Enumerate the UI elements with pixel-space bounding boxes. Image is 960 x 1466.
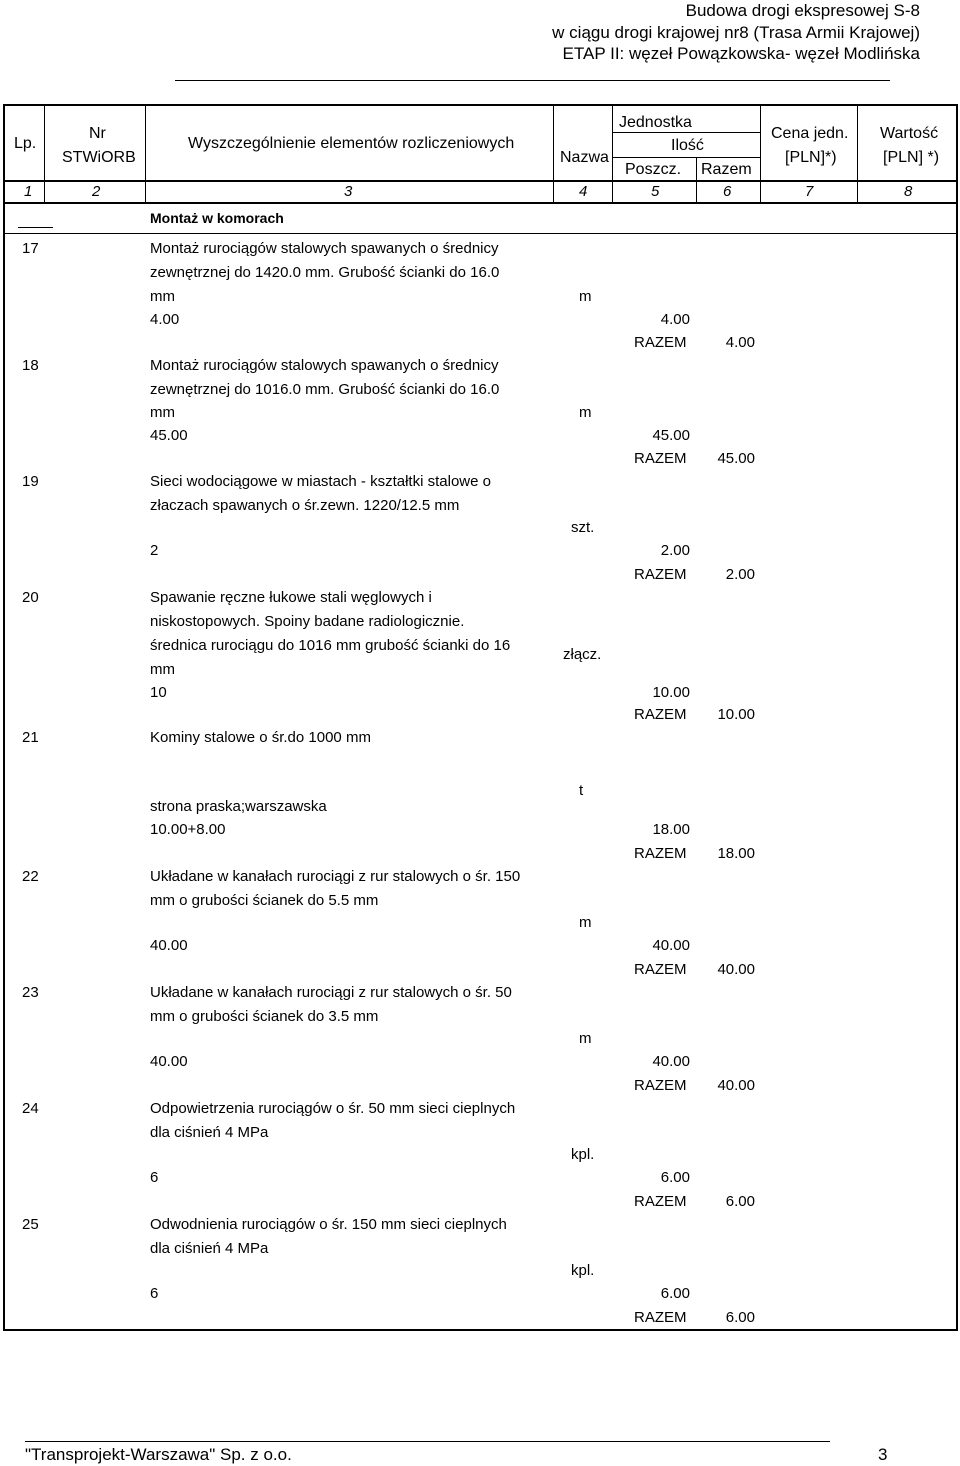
row-qty-poszcz: 6.00 — [660, 1169, 690, 1186]
header-bottom-line — [3, 180, 956, 182]
row-qty-poszcz: 6.00 — [660, 1285, 690, 1302]
row-qty-poszcz: 40.00 — [652, 1053, 690, 1070]
row-qty-razem: 45.00 — [717, 450, 755, 467]
row-qty-razem: 4.00 — [725, 334, 755, 351]
col-unit-group: Jednostka — [619, 114, 692, 131]
row-desc-line: Montaż rurociągów stalowych spawanych o średnicy — [150, 240, 499, 257]
colnum-bottom-line — [3, 202, 956, 204]
row-razem-label: RAZEM — [634, 1309, 687, 1326]
col-number: 8 — [904, 183, 913, 200]
row-unit: m — [579, 1030, 592, 1047]
row-razem-label: RAZEM — [634, 334, 687, 351]
section-title: Montaż w komorach — [150, 210, 284, 226]
row-desc-line: dla ciśnień 4 MPa — [150, 1240, 269, 1257]
row-unit: t — [579, 782, 584, 799]
row-lp: 22 — [22, 868, 39, 885]
col-unit-name: Nazwa — [560, 149, 609, 166]
col-value-unit: [PLN] *) — [883, 149, 940, 166]
col-nr: Nr — [89, 125, 106, 142]
row-desc-line: Spawanie ręczne łukowe stali węglowych i — [150, 589, 432, 606]
row-calc: 4.00 — [150, 311, 180, 328]
row-lp: 21 — [22, 729, 39, 746]
row-desc-line: Układane w kanałach rurociągi z rur stalowych o śr. 50 — [150, 984, 512, 1001]
row-desc-line: Kominy stalowe o śr.do 1000 mm — [150, 729, 371, 746]
row-desc-line: złaczach spawanych o śr.zewn. 1220/12.5 mm — [150, 497, 460, 514]
row-calc: 10.00+8.00 — [150, 821, 226, 838]
row-razem-label: RAZEM — [634, 961, 687, 978]
footer-company: "Transprojekt-Warszawa" Sp. z o.o. — [25, 1445, 292, 1464]
row-lp: 19 — [22, 473, 39, 490]
header-divider — [175, 80, 890, 81]
cost-table — [3, 104, 958, 1331]
row-unit: m — [579, 288, 592, 305]
row-desc-line: Montaż rurociągów stalowych spawanych o średnicy — [150, 357, 499, 374]
row-calc-label: strona praska;warszawska — [150, 798, 327, 815]
qty-subdivider — [612, 157, 760, 158]
row-qty-poszcz: 18.00 — [652, 821, 690, 838]
row-desc-line: mm o grubości ścianek do 3.5 mm — [150, 1008, 379, 1025]
row-qty-poszcz: 4.00 — [660, 311, 690, 328]
section-marker — [18, 227, 53, 228]
col-number: 6 — [723, 183, 732, 200]
col-divider — [553, 104, 554, 202]
row-desc-line: mm — [150, 404, 175, 421]
row-lp: 18 — [22, 357, 39, 374]
row-desc-line: niskostopowych. Spoiny badane radiologicznie. — [150, 613, 465, 630]
row-qty-razem: 6.00 — [725, 1193, 755, 1210]
row-razem-label: RAZEM — [634, 1077, 687, 1094]
row-calc: 2 — [150, 542, 159, 559]
col-number: 7 — [805, 183, 814, 200]
page-number: 3 — [878, 1445, 888, 1464]
col-qty-razem: Razem — [701, 161, 752, 178]
row-lp: 20 — [22, 589, 39, 606]
row-unit: kpl. — [571, 1262, 595, 1279]
header-line-2: w ciągu drogi krajowej nr8 (Trasa Armii Krajowej) — [552, 22, 920, 42]
row-desc-line: zewnętrznej do 1420.0 mm. Grubość ścianki do 16.0 — [150, 264, 500, 281]
unit-subdivider — [612, 132, 760, 133]
row-calc: 45.00 — [150, 427, 188, 444]
row-unit: złącz. — [563, 646, 602, 663]
row-lp: 25 — [22, 1216, 39, 1233]
col-divider — [760, 104, 761, 202]
row-razem-label: RAZEM — [634, 566, 687, 583]
document-header — [552, 0, 920, 65]
row-lp: 24 — [22, 1100, 39, 1117]
row-unit: m — [579, 404, 592, 421]
row-qty-poszcz: 45.00 — [652, 427, 690, 444]
col-number: 2 — [92, 183, 101, 200]
row-desc-line: mm — [150, 288, 175, 305]
col-price-unit: [PLN]*) — [785, 149, 837, 166]
row-qty-poszcz: 10.00 — [652, 684, 690, 701]
row-lp: 17 — [22, 240, 39, 257]
row-qty-razem: 40.00 — [717, 961, 755, 978]
col-number: 4 — [579, 183, 588, 200]
col-number: 3 — [344, 183, 353, 200]
row-razem-label: RAZEM — [634, 706, 687, 723]
row-qty-poszcz: 2.00 — [660, 542, 690, 559]
row-qty-razem: 6.00 — [725, 1309, 755, 1326]
col-price: Cena jedn. — [771, 125, 849, 142]
row-razem-label: RAZEM — [634, 1193, 687, 1210]
row-desc-line: Odwodnienia rurociągów o śr. 150 mm sieci cieplnych — [150, 1216, 507, 1233]
col-description: Wyszczególnienie elementów rozliczeniowych — [188, 135, 515, 152]
row-unit: kpl. — [571, 1146, 595, 1163]
row-desc-line: Odpowietrzenia rurociągów o śr. 50 mm sieci cieplnych — [150, 1100, 516, 1117]
row-calc: 10 — [150, 684, 167, 701]
row-desc-line: średnica rurociągu do 1016 mm grubość ścianki do 16 — [150, 637, 511, 654]
col-divider — [145, 104, 146, 202]
col-qty-group: Ilość — [671, 137, 704, 154]
col-divider — [857, 104, 858, 202]
row-unit: szt. — [571, 519, 595, 536]
row-desc-line: dla ciśnień 4 MPa — [150, 1124, 269, 1141]
row-qty-razem: 40.00 — [717, 1077, 755, 1094]
header-line-3: ETAP II: węzeł Powązkowska- węzeł Modlińska — [562, 44, 920, 63]
row-unit: m — [579, 914, 592, 931]
row-razem-label: RAZEM — [634, 845, 687, 862]
row-calc: 40.00 — [150, 1053, 188, 1070]
row-calc: 6 — [150, 1285, 159, 1302]
col-lp: Lp. — [14, 135, 37, 152]
footer-divider — [25, 1441, 830, 1442]
section-divider — [3, 233, 956, 234]
col-number: 1 — [24, 183, 33, 200]
row-qty-razem: 10.00 — [717, 706, 755, 723]
col-value: Wartość — [880, 125, 939, 142]
row-desc-line: mm — [150, 661, 175, 678]
row-calc: 6 — [150, 1169, 159, 1186]
col-qty-poszcz: Poszcz. — [625, 161, 682, 178]
header-line-1: Budowa drogi ekspresowej S-8 — [685, 1, 920, 20]
row-desc-line: mm o grubości ścianek do 5.5 mm — [150, 892, 379, 909]
row-calc: 40.00 — [150, 937, 188, 954]
row-qty-razem: 18.00 — [717, 845, 755, 862]
row-desc-line: zewnętrznej do 1016.0 mm. Grubość ścianki do 16.0 — [150, 381, 500, 398]
col-divider — [44, 104, 45, 202]
col-number: 5 — [651, 183, 660, 200]
row-desc-line: Układane w kanałach rurociągi z rur stalowych o śr. 150 — [150, 868, 521, 885]
col-stwiorb: STWiORB — [62, 149, 136, 166]
row-lp: 23 — [22, 984, 39, 1001]
row-qty-poszcz: 40.00 — [652, 937, 690, 954]
row-razem-label: RAZEM — [634, 450, 687, 467]
row-qty-razem: 2.00 — [725, 566, 755, 583]
col-divider — [612, 104, 613, 202]
row-desc-line: Sieci wodociągowe w miastach - kształtki stalowe o — [150, 473, 491, 490]
